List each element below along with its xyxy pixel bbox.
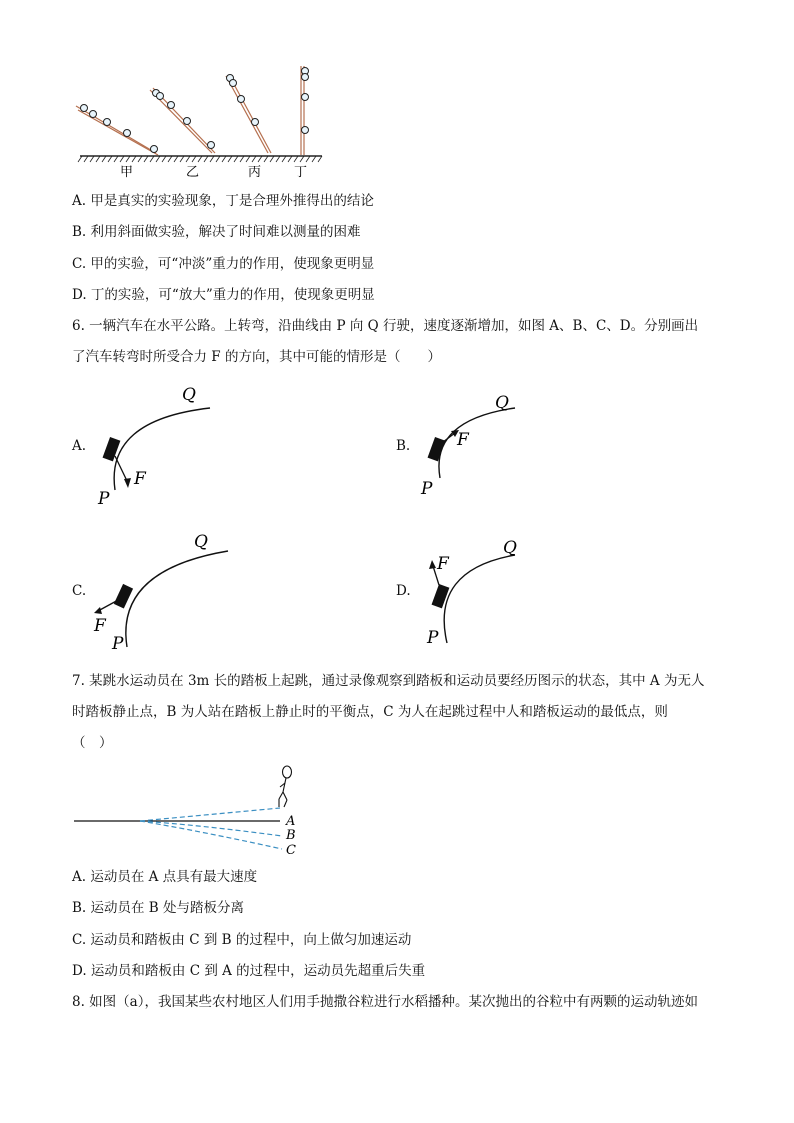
q7-option-a[interactable]: A. 运动员在 A 点具有最大速度 [72,869,258,885]
q5-option-c[interactable]: C. 甲的实验，可“冲淡”重力的作用，使现象更明显 [72,256,375,272]
label-q: Q [495,393,509,413]
ball [90,111,97,118]
label-a: A [286,814,296,829]
q6-figure-d [415,525,555,655]
ball [302,127,309,134]
q5-option-a[interactable]: A. 甲是真实的实验现象，丁是合理外推得出的结论 [72,193,374,209]
label-yi: 乙 [186,165,200,180]
ball [151,146,158,153]
label-f: F [437,554,449,574]
ball [81,105,88,112]
q6-option-c-label[interactable]: C. [72,583,87,599]
ball [252,119,259,126]
label-ding: 丁 [294,165,308,180]
q6-figure-a [90,380,230,510]
ball [208,142,215,149]
q7-option-d[interactable]: D. 运动员和踏板由 C 到 A 的过程中，运动员先超重后失重 [72,963,426,979]
ball [157,93,164,100]
ball [302,74,309,81]
label-p: P [112,634,124,654]
q5-option-b[interactable]: B. 利用斜面做实验，解决了时间难以测量的困难 [72,224,361,240]
label-bing: 丙 [248,165,262,180]
q6-option-a-label[interactable]: A. [72,438,87,454]
ball [104,119,111,126]
q6-stem: 6. 一辆汽车在水平公路。上转弯，沿曲线由 P 向 Q 行驶，速度逐渐增加，如图 A、B、C、D。分别画出 [72,318,699,334]
ball [168,102,175,109]
label-f: F [94,616,106,636]
q6-option-b-label[interactable]: B. [396,438,411,454]
ball [184,118,191,125]
ball [230,80,237,87]
q6-figure-c [90,525,240,655]
ball [302,94,309,101]
q6-option-d-label[interactable]: D. [396,583,411,599]
incline-experiment-figure [0,0,794,200]
label-q: Q [194,532,208,552]
label-f: F [134,469,146,489]
label-jia: 甲 [120,165,134,180]
ball [238,96,245,103]
q6-stem-2: 了汽车转弯时所受合力 F 的方向，其中可能的情形是（ ） [72,349,441,365]
ball [124,130,131,137]
label-b: B [286,828,296,843]
q7-option-b[interactable]: B. 运动员在 B 处与踏板分离 [72,900,245,916]
label-p: P [427,628,439,648]
q7-option-c[interactable]: C. 运动员和踏板由 C 到 B 的过程中，向上做匀加速运动 [72,932,412,948]
label-p: P [98,489,110,509]
label-q: Q [182,385,196,405]
label-p: P [421,479,433,499]
q6-figure-b [415,380,555,510]
label-q: Q [503,538,517,558]
q5-option-d[interactable]: D. 丁的实验，可“放大”重力的作用，使现象更明显 [72,287,375,303]
springboard-figure [0,755,794,865]
q7-stem-2: 时踏板静止点，B 为人站在踏板上静止时的平衡点，C 为人在起跳过程中人和踏板运动的最低点，则 [72,704,668,720]
q7-stem-3: （ ） [72,735,113,751]
q7-stem: 7. 某跳水运动员在 3m 长的踏板上起跳，通过录像观察到踏板和运动员要经历图示的状态，其中 A 为无人 [72,673,705,689]
label-f: F [457,430,469,450]
label-c: C [286,843,296,858]
q8-stem: 8. 如图（a），我国某些农村地区人们用手抛撒谷粒进行水稻播种。某次抛出的谷粒中有两颗的运动轨迹如 [72,994,698,1010]
